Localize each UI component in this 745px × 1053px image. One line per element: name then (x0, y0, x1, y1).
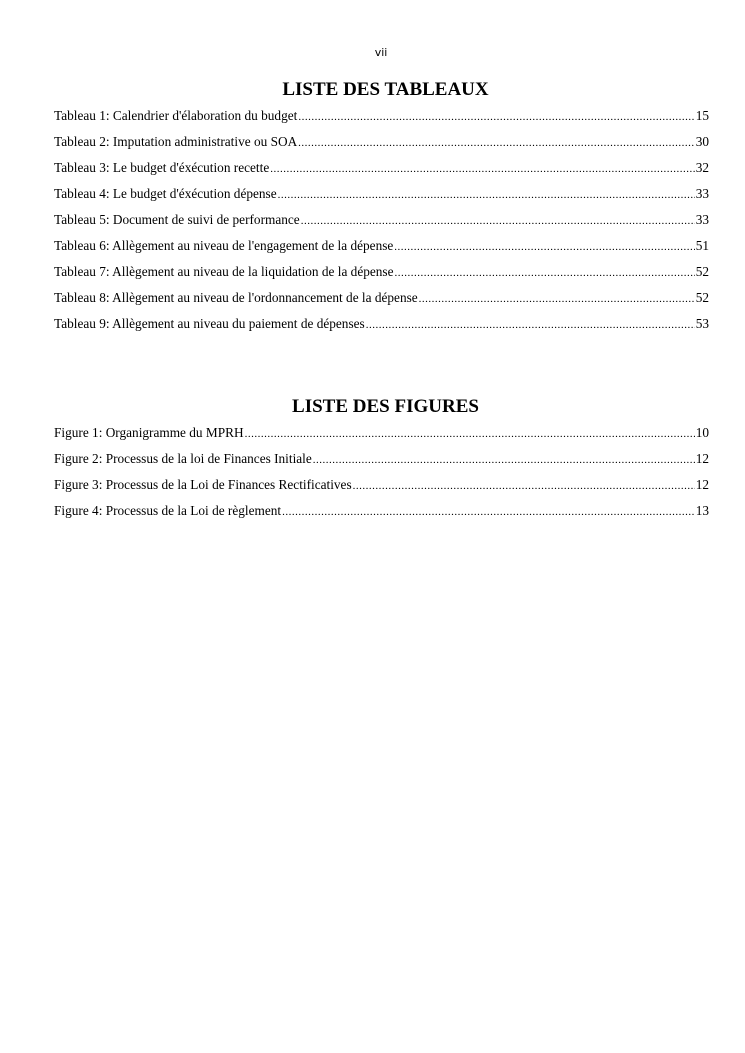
list-of-figures-title: LISTE DES FIGURES (292, 396, 479, 417)
toc-entry-table-4[interactable] (54, 181, 709, 207)
toc-entry-label: Tableau 1: Calendrier d'élaboration du budget (54, 108, 298, 123)
toc-entry-page-number: 51 (695, 238, 709, 253)
toc-entry-table-8[interactable] (54, 285, 709, 311)
toc-entry-page-number: 12 (695, 451, 709, 466)
dot-leader (366, 312, 695, 338)
toc-entry-label: Figure 1: Organigramme du MPRH (54, 425, 244, 440)
toc-entry-page-number: 33 (695, 186, 709, 201)
toc-entry-table-6[interactable] (54, 233, 709, 259)
list-of-tables-entries (54, 103, 709, 337)
dot-leader (245, 421, 695, 447)
toc-entry-label: Tableau 7: Allègement au niveau de la liquidation de la dépense (54, 264, 394, 279)
toc-entry-page-number: 52 (695, 264, 709, 279)
toc-entry-page-number: 13 (695, 503, 709, 518)
toc-entry-figure-2[interactable] (54, 446, 709, 472)
dot-leader (301, 208, 695, 234)
list-of-figures (54, 396, 709, 524)
toc-entry-table-1[interactable] (54, 103, 709, 129)
list-of-tables (54, 79, 709, 337)
toc-entry-page-number: 15 (695, 108, 709, 123)
toc-entry-label: Tableau 6: Allègement au niveau de l'engagement de la dépense (54, 238, 394, 253)
toc-entry-label: Figure 4: Processus de la Loi de règlement (54, 503, 282, 518)
toc-entry-page-number: 52 (695, 290, 709, 305)
toc-entry-label: Tableau 2: Imputation administrative ou SOA (54, 134, 298, 149)
toc-entry-label: Tableau 3: Le budget d'éxécution recette (54, 160, 270, 175)
toc-entry-label: Tableau 8: Allègement au niveau de l'ordonnancement de la dépense (54, 290, 418, 305)
toc-entry-label: Tableau 4: Le budget d'éxécution dépense (54, 186, 277, 201)
toc-entry-table-3[interactable] (54, 155, 709, 181)
dot-leader (278, 182, 695, 208)
toc-entry-page-number: 53 (695, 316, 709, 331)
dot-leader (313, 447, 695, 473)
list-of-tables-title: LISTE DES TABLEAUX (282, 79, 489, 100)
toc-entry-label: Tableau 5: Document de suivi de performance (54, 212, 300, 227)
toc-entry-page-number: 10 (695, 425, 709, 440)
toc-entry-figure-3[interactable] (54, 472, 709, 498)
toc-entry-page-number: 12 (695, 477, 709, 492)
dot-leader (353, 473, 695, 499)
toc-entry-table-2[interactable] (54, 129, 709, 155)
dot-leader (270, 156, 694, 182)
page-number: vii (374, 46, 388, 59)
dot-leader (282, 499, 695, 525)
toc-entry-figure-4[interactable] (54, 498, 709, 524)
toc-entry-page-number: 33 (695, 212, 709, 227)
toc-entry-table-7[interactable] (54, 259, 709, 285)
dot-leader (298, 104, 694, 130)
dot-leader (394, 234, 694, 260)
dot-leader (419, 286, 695, 312)
dot-leader (395, 260, 695, 286)
toc-entry-table-5[interactable] (54, 207, 709, 233)
toc-entry-label: Tableau 9: Allègement au niveau du paiement de dépenses (54, 316, 365, 331)
toc-entry-page-number: 30 (695, 134, 709, 149)
toc-entry-figure-1[interactable] (54, 420, 709, 446)
toc-entry-label: Figure 2: Processus de la loi de Finances Initiale (54, 451, 312, 466)
dot-leader (298, 130, 695, 156)
toc-entry-table-9[interactable] (54, 311, 709, 337)
toc-entry-page-number: 32 (695, 160, 709, 175)
toc-entry-label: Figure 3: Processus de la Loi de Finances Rectificatives (54, 477, 352, 492)
list-of-figures-entries (54, 420, 709, 524)
